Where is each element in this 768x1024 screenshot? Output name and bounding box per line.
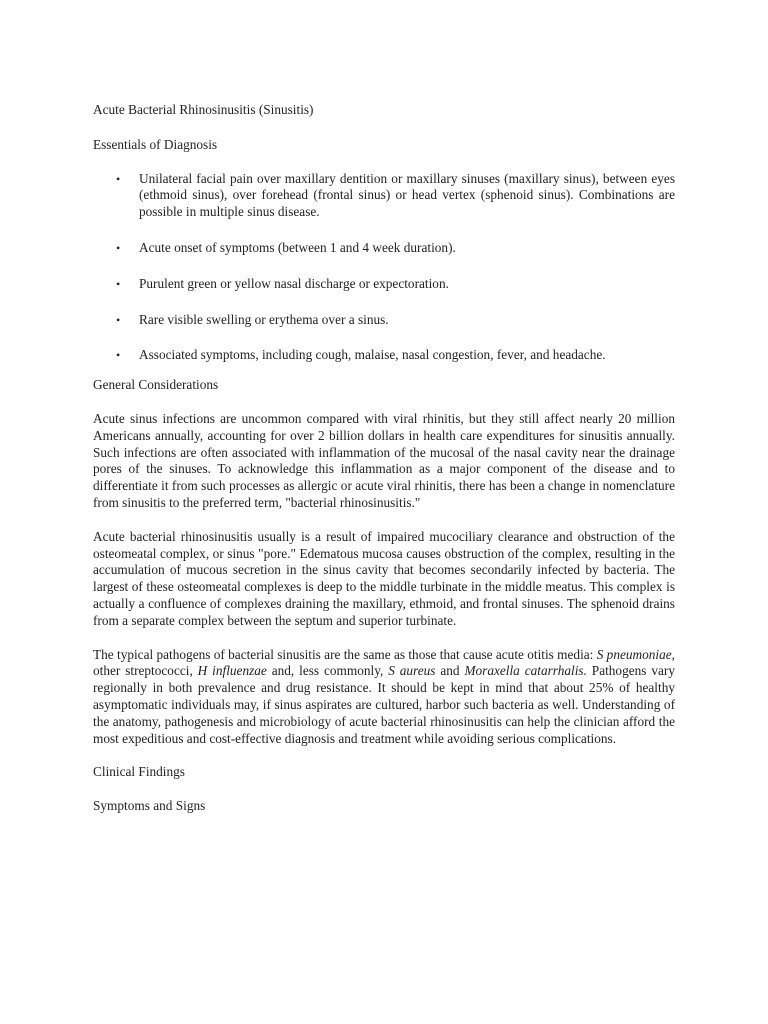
bullet-icon: •: [116, 276, 121, 291]
list-item: [93, 240, 675, 257]
text-run: and: [435, 663, 465, 679]
section-heading-symptoms: Symptoms and Signs: [93, 798, 206, 814]
section-heading-clinical: Clinical Findings: [93, 764, 185, 780]
document-title: Acute Bacterial Rhinosinusitis (Sinusitis): [93, 102, 314, 117]
text-run: Pathogens vary regionally in both prevalence and drug resistance. It should be kept in mind that about 25% of healthy asymptomatic individuals may, if sinus aspirates are cultured, harbor such bacteria as well. Understanding of the anatomy, pathogenesis and microbiology of acute bacterial rhinosinusitis can help the clinician afford the most expeditious and cost-effective diagnosis and treatment while avoiding serious complications.: [93, 663, 675, 746]
bullet-text: Rare visible swelling or erythema over a sinus.: [139, 311, 389, 327]
list-item: [93, 312, 675, 329]
list-item: [93, 347, 675, 364]
bullet-text: Acute onset of symptoms (between 1 and 4 week duration).: [139, 239, 456, 255]
bullet-text: Purulent green or yellow nasal discharge or expectoration.: [139, 275, 449, 291]
bullet-text: Unilateral facial pain over maxillary dentition or maxillary sinuses (maxillary sinus), between eyes (ethmoid sinus), over forehead (frontal sinus) or head vertex (sphenoid sinus). Combinations are possible in multiple sinus disease.: [139, 170, 675, 220]
bullet-text: Associated symptoms, including cough, malaise, nasal congestion, fever, and headache.: [139, 347, 606, 363]
document-page: [93, 102, 675, 832]
paragraph-pathogens: [93, 647, 675, 748]
text-run: The typical pathogens of bacterial sinusitis are the same as those that cause acute otitis media:: [93, 646, 597, 662]
bullet-icon: •: [116, 312, 121, 327]
bullet-icon: •: [116, 171, 121, 186]
italic-organism: H influenzae: [197, 663, 267, 679]
list-item: [93, 276, 675, 293]
bullet-icon: •: [116, 240, 121, 255]
text-run: and, less commonly,: [266, 663, 389, 679]
paragraph-general-1: Acute sinus infections are uncommon compared with viral rhinitis, but they still affect nearly 20 million Americans annually, accounting for over 2 billion dollars in health care expenditures for sinusitis annually. Such infections are often associated with inflammation of the mucosal of the nasal cavity near the drainage pores of the sinuses. To acknowledge this inflammation as a major component of the disease and to differentiate it from such processes as allergic or acute viral rhinitis, there has been a change in nomenclature from sinusitis to the preferred term, "bacterial rhinosinusitis.": [93, 410, 675, 510]
paragraph-general-2: Acute bacterial rhinosinusitis usually is a result of impaired mucociliary clearance and obstruction of the osteomeatal complex, or sinus "pore." Edematous mucosa causes obstruction of the complex, resulting in the accumulation of mucous secretion in the sinus cavity that becomes secondarily infected by bacteria. The largest of these osteomeatal complexes is deep to the middle turbinate in the middle meatus. This complex is actually a confluence of complexes draining the maxillary, ethmoid, and frontal sinuses. The sphenoid drains from a separate complex between the septum and superior turbinate.: [93, 528, 675, 628]
section-heading-general: General Considerations: [93, 377, 219, 393]
italic-organism: Moraxella catarrhalis.: [464, 663, 587, 679]
list-item: [93, 171, 675, 221]
italic-organism: S pneumoniae: [596, 646, 672, 662]
essentials-bullet-list: [93, 171, 675, 365]
section-heading-essentials: Essentials of Diagnosis: [93, 136, 218, 152]
bullet-icon: •: [116, 348, 121, 363]
text-run: , other streptococci,: [93, 646, 675, 679]
italic-organism: S aureus: [388, 663, 436, 679]
